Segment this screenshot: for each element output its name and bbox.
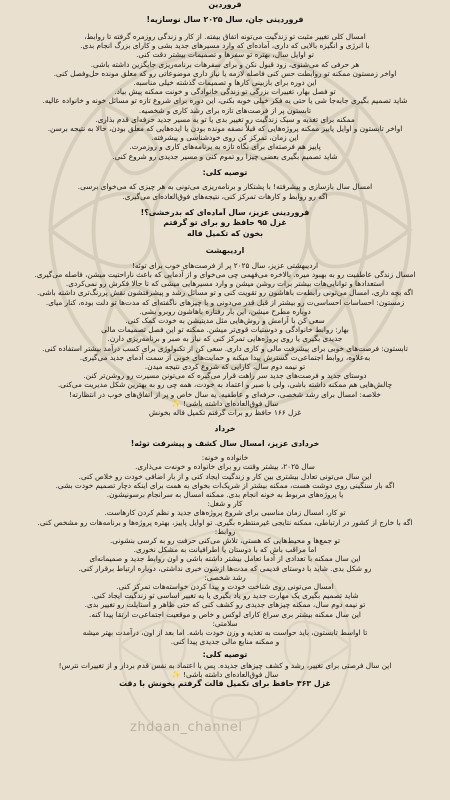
text-line: بخون که تکمیل فاله xyxy=(186,228,264,238)
section-ordibehesht xyxy=(6,246,444,417)
text-line: سال فوق‌العاده‌ای داشته باشی! ✨ xyxy=(171,398,279,408)
text-line: و ممکنه منابع مالی جدیدی پیدا کنی. xyxy=(170,637,280,647)
text-line: فروردینی عزیز، سال آماده‌ای که بدرخشی؟! xyxy=(140,207,310,217)
text-line: خلاصه: امسال برای رشد شخصی، حرفه‌ای و عاطفیه. یه سال خاص و پر از اتفاق‌های خوب در انتظارته! xyxy=(69,389,381,399)
text-line: اگه رو روابط و کارهات تمرکز کنی، نتیجه‌های فوق‌العاده‌ای می‌گیری. xyxy=(122,191,328,201)
text-line: امسال زندگی عاطفیت رو به بهبود میره. بالاخره می‌فهمی چی می‌خوای و از آدمایی که باعث ناراحتیت میشن، فاصله می‌گیری. xyxy=(34,269,416,279)
text-line: اگه با خارج از کشور در ارتباطی، ممکنه نتایجی غیرمنتظره بگیری. تو اوایل پاییز، بهتره پروژه‌ها و برنامه‌هات رو مشخص کنی. xyxy=(37,517,413,527)
channel-watermark-text: zhdaan_channel xyxy=(130,720,243,735)
text-line: غزل ۱۶۶ حافظ رو برات گرفتم تکمیل فاله بخونش xyxy=(148,408,302,417)
text-line: شاید تصمیم بگیری یک مهارت جدید رو یاد بگیری یا یه تغییر اساسی تو زندگیت ایجاد کنی. xyxy=(91,591,359,601)
text-line: شاید تصمیم بگیری جابه‌جا شی یا حتی یه فکر خیلی خوبه بکنی، این دوره برای شروع تازه تو مسائل خونه و خانواده عالیه. xyxy=(42,96,408,106)
text-line: این سال فرصتی برای تغییر، رشد و کشف چیزهای جدیده. پس با اعتماد به نفس قدم بردار و از تغییرات نترس! xyxy=(58,660,392,670)
text-line: امسال کلی تغییر مثبت تو زندگیت می‌تونه اتفاق بیفته. از کار و زندگی روزمره گرفته تا روابط، xyxy=(84,32,366,41)
section-farvardin xyxy=(6,0,444,239)
text-line: تابستون: فرصت‌های خوبی برای پیشرفت مالی و کاری داری. سعی کن از تکنولوژی برای کسب درآمد بیشتر استفاده کنی. xyxy=(42,343,408,353)
text-line: دوباره مطرح میشن، این بار رفتاره باهاشون روبرو بشی. xyxy=(139,306,311,316)
text-line: تا اواسط تابستون، باید حواست به تغذیه و وزن خودت باشه. اما بعد از اون، درآمدت بهتر میشه xyxy=(82,628,368,638)
closing-lines xyxy=(6,679,444,690)
advice-title: توصیه کلی: xyxy=(202,650,248,660)
text-line: استعدادها و توانایی‌هات بیشتر برات روشن میشن و وارد مسیرهایی میشی که تا حالا فکرش رو نمی‌کردی. xyxy=(65,279,385,289)
text-line: تو نیمه دوم سال، ممکنه چیزهای جدیدی رو کشف کنی که حتی ظاهر و استایلت رو تغییر بدی. xyxy=(84,600,366,610)
text-line: چالش‌هایی هم ممکنه داشته باشی، ولی با صبر و اعتماد به خودت، همه چی رو به بهترین شکل مدیریت می‌کنی. xyxy=(57,380,393,390)
text-line: سال فوق‌العاده‌ای داشته باشی! ✨ xyxy=(171,670,279,680)
section-heading: اردیبهشت xyxy=(205,246,245,256)
section-greeting: خردادی عزیز، امسال سال کشف و پیشرفت توئه! xyxy=(130,438,320,448)
text-line: این دوره برای بازبینی کارها و تصمیمات گذشته خیلی مناسبه. xyxy=(133,78,317,88)
text-line: اما مراقب باش که با دوستان یا اطرافیانت به مشکل نخوری. xyxy=(133,545,317,555)
text-line: اردیبهشتی عزیز، سال ۲۰۲۵ پر از فرصت‌های خوب برای توئه! xyxy=(131,260,319,270)
text-line: جدیدی بگیری یا روی پروژه‌هایی تمرکز کنی که نیاز به صبر و برنامه‌ریزی دارن. xyxy=(107,334,343,344)
text-line: تابستون پر از فرصت‌های تازه برای رشد کاری و شخصیه. xyxy=(138,105,312,115)
text-line: زمستون: احساسات احساسی‌ت رو بیشتر از قبل قدر می‌دونی و با چیزهای ناگفته‌ای که مدت‌ها تو دلت بوده، کنار میای. xyxy=(45,297,405,307)
text-line: به‌علاوه، روابط اجتماعی‌ت گسترش پیدا میکنه و حمایت‌های خوبی از سمت آدمای جدید می‌گیری. xyxy=(79,352,371,362)
text-line: این سال می‌تونی تعادل بیشتری بین کار و زندگیت ایجاد کنی و از بار اضافی خودت رو خلاص کنی. xyxy=(78,471,372,481)
section-body xyxy=(6,261,444,417)
advice-body xyxy=(6,661,444,679)
section-heading: فروردین xyxy=(208,0,242,9)
text-line: غزل ۹۵ حافظ رو برای تو گرفتم xyxy=(163,218,287,228)
text-line: اگه بار سنگینی روی دوشت هست، ممکنه بیشتر از شریک‌ات بخوای به همت برای اینکه دچار تصمیم خودت بشی. xyxy=(55,480,395,490)
text-line: سال ۲۰۲۵، بیشتر وقتت رو برای خانواده و خونه‌ت می‌ذاری. xyxy=(135,462,315,472)
text-line: تو نیمه دوم سال، کارایی که شروع کردی نتیجه میدن. xyxy=(144,361,306,371)
text-line: اواخر تابستون و اوایل پاییز ممکنه پروژه‌هایی که قبلاً نصفه مونده بودن یا ایده‌هایی که معلق بودن، حالا به نتیجه برسن. xyxy=(47,124,403,134)
text-line: این سال ممکنه بیشتر بری سراغ کارای لوکس و خاص و موقعیت اجتماعی‌ت ارتقا پیدا کنه. xyxy=(89,609,361,619)
text-line: هر حرفی که می‌شنوی، زود قبول نکن و برای سفرهات برنامه‌ریزی جایگزین داشته باشی. xyxy=(90,59,360,69)
text-line: رشد شخصی: xyxy=(204,572,246,582)
advice-title: توصیه کلی: xyxy=(202,167,248,177)
text-line: پاییز هم فرصته‌ای برای نگاه تازه به برنامه‌های کاری و روزمرت. xyxy=(129,142,321,152)
text-line: این سال ممکنه با تعدادی از آدما تعامل بیشتر داشته باشی و اون روابط جدید و صمیمانه‌ای xyxy=(89,554,361,564)
text-line: امسال می‌تونی روی شناخت خودت و پیدا کردن خواسته‌هات تمرکز کنی. xyxy=(116,582,334,592)
section-body xyxy=(6,453,444,646)
section-heading: خرداد xyxy=(214,424,236,434)
section-khordad xyxy=(6,424,444,690)
text-line: بهار: روابط خانوادگی و دوستیات قوی‌تر میشن. ممکنه تو این فصل تصمیمات مالی xyxy=(101,325,349,335)
text-line: تو اوایل سال، بهتره تو سفرها و تصمیمات بیشتر دقت کنی. xyxy=(136,50,314,60)
section-body xyxy=(6,32,444,161)
text-line: اواخر زمستون ممکنه تو روابطت حس کنی فاصله لازمه یا نیاز داری موضوعاتی رو که معلق مونده حل‌وفصل کنی. xyxy=(53,68,397,78)
text-line: امسال سال بازسازی و پیشرفته! با پشتکار و برنامه‌ریزی می‌تونی به هر چیزی که می‌خوای برسی. xyxy=(77,182,373,192)
text-line: سلامتی: xyxy=(212,618,238,628)
text-line: ممکنه برای تغذیه و سبک زندگیت رو تغییر بدی یا تو یه مسیر جدید حرفه‌ای قدم بذاری. xyxy=(95,114,355,124)
section-greeting: فروردینی جان، سال ۲۰۲۵ سال نوسازیه! xyxy=(146,14,304,24)
text-line: یا پروژه‌های مربوط به خونه انجام بدی. ممکنه امسال به سرانجام برسونیشون. xyxy=(106,490,344,500)
text-line: این زمان، تمرکز کن روی خودشناسی و پیشرفته. xyxy=(151,133,299,143)
text-line: روابط: xyxy=(214,526,236,536)
text-line: تو جمع‌ها و محیط‌هایی که هستی، تلاش می‌کنی حرفت رو به کرسی بنشونی. xyxy=(109,536,341,546)
text-line: با انرژی و انگیزه بالایی که داری، آماده‌ای که وارد مسیرهای جدید بشی و کارای بزرگ انجام بدی. xyxy=(80,41,370,51)
text-line: تو فصل بهار، تغییرات بزرگی تو زندگی خانوادگی و خونت ممکنه پیش بیاد. xyxy=(114,87,336,97)
text-line: خانواده و خونه: xyxy=(201,453,249,463)
text-line: رو شکل بدی. شاید با دوستای قدیمی که مدت‌ها ازشون خبری نداشتی، دوباره ارتباط برقرار کنی. xyxy=(78,563,372,573)
advice-body xyxy=(6,182,444,200)
text-line: سعی کن با آرامش و روش‌هایی مثل مدیتیشن به خودت کمک کنی. xyxy=(125,315,325,325)
closing-lines xyxy=(6,208,444,240)
text-line: کار و شغل: xyxy=(207,499,243,509)
text-line: اگه بچه داری، امسال می‌تونی رابطه‌ت باهاشون رو تقویت کنی و تو مسائل رشد و پیشرفتشون نقش پررنگ‌تری داشته باشی. xyxy=(36,288,414,298)
horoscope-document xyxy=(6,0,444,800)
text-line: شاید تصمیم بگیری بعضی چیزا رو تموم کنی و مسیر جدیدی رو شروع کنی. xyxy=(112,151,338,161)
text-line: غزل ۳۶۳ حافظ برای تکمیل فالت گرفتم بخونش با دقت xyxy=(119,679,331,689)
text-line: تو کار، امسال زمان مناسبی برای شروع پروژه‌های جدید و نظم کردن کارهاست. xyxy=(104,508,346,518)
text-line: دوستای جدید و فرصت‌های جدید سر راهت قرار می‌گیره که می‌تونن مسیرت رو روشن‌تر کنن. xyxy=(83,371,367,381)
